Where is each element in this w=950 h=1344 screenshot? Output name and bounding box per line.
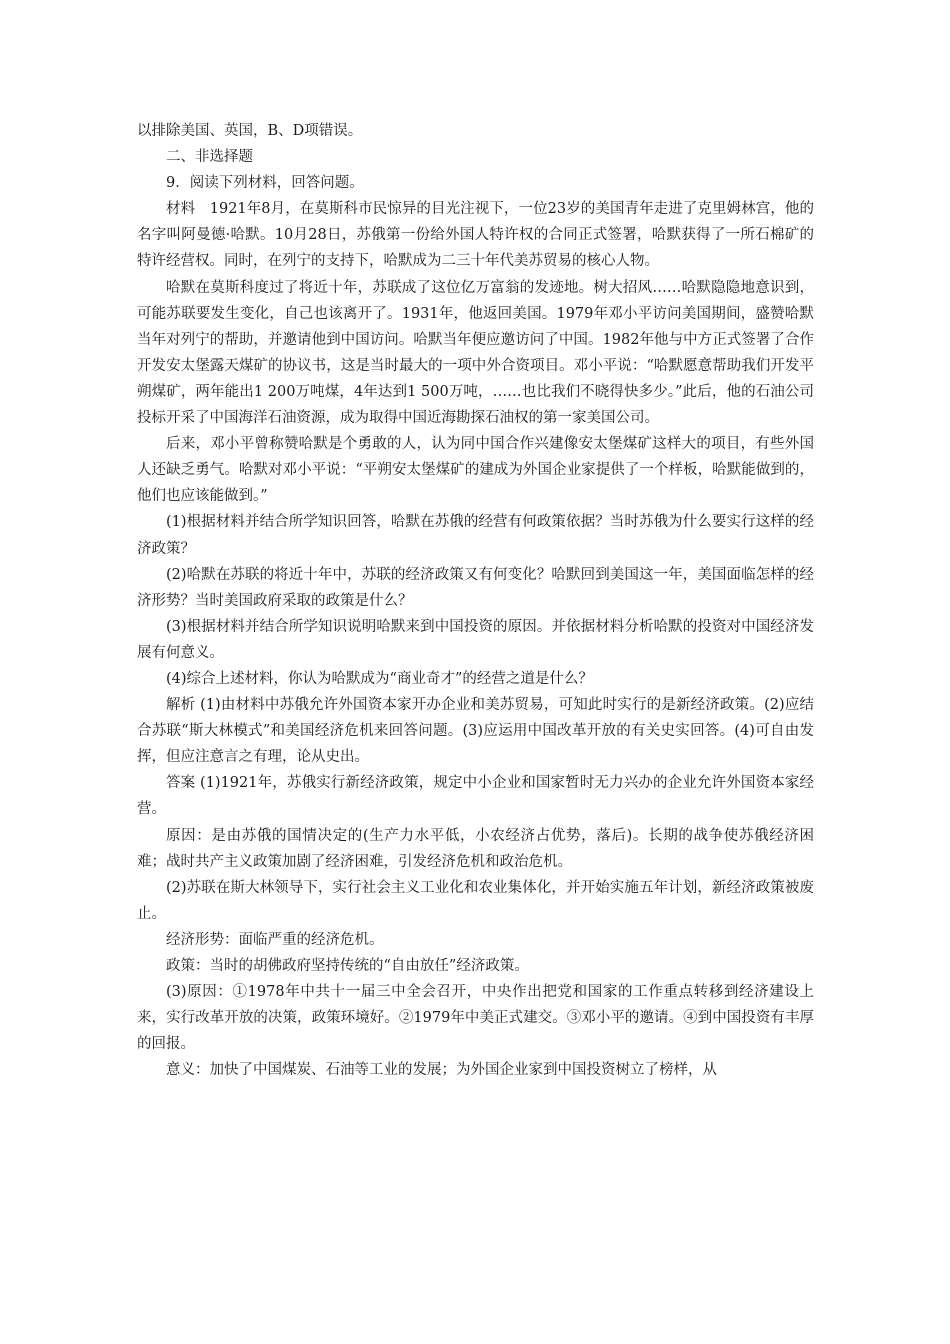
answer-2: (2)苏联在斯大林领导下，实行社会主义工业化和农业集体化，并开始实施五年计划，新经济政策被废止。 [137, 879, 814, 922]
question-prompt: 9．阅读下列材料，回答问题。 [166, 175, 364, 192]
answer-2-policy: 政策：当时的胡佛政府坚持传统的“自由放任”经济政策。 [166, 958, 529, 974]
answer-2-situation: 经济形势：面临严重的经济危机。 [166, 931, 384, 948]
section-heading: 二、非选择题 [166, 149, 253, 166]
paragraph-continuation: 以排除美国、英国，B、D项错误。 [137, 123, 363, 139]
answer-3-significance: 意义：加快了中国煤炭、石油等工业的发展；为外国企业家到中国投资树立了榜样，从 [166, 1062, 717, 1079]
question-2: (2)哈默在苏联的将近十年中，苏联的经济政策又有何变化？哈默回到美国这一年，美国面临怎样的经济形势？当时美国政府采取的政策是什么？ [137, 566, 814, 609]
question-1: (1)根据材料并结合所学知识回答，哈默在苏俄的经营有何政策依据？当时苏俄为什么要实行这样的经济政策？ [137, 514, 814, 557]
material-paragraph-2: 哈默在莫斯科度过了将近十年，苏联成了这位亿万富翁的发迹地。树大招风……哈默隐隐地意识到，可能苏联要发生变化，自己也该离开了。1931年，他返回美国。1979年邓小平访问美国期间，盛赞哈默当年对列宁的帮助，并邀请他到中国访问。哈默当年便应邀访问了中国。1982年他与中方正式签署了合作开发安太堡露天煤矿的协议书，这是当时最大的一项中外合资项目。邓小平说：“哈默愿意帮助我们开发平朔煤矿，两年能出1 200万吨煤，4年达到1 500万吨，……也比我们不晓得快多少。”此后，他的石油公司投标开采了中国海洋石油资源，成为取得中国近海勘探石油权的第一家美国公司。 [137, 279, 814, 427]
material-paragraph-1: 材料 1921年8月，在莫斯科市民惊异的目光注视下，一位23岁的美国青年走进了克里姆林宫，他的名字叫阿曼德·哈默。10月28日，苏俄第一份给外国人特许权的合同正式签署，哈默获得了一所石棉矿的特许经营权。同时，在列宁的支持下，哈默成为二三十年代美苏贸易的核心人物。 [137, 201, 814, 270]
answer-3-reason: (3)原因：①1978年中共十一届三中全会召开，中央作出把党和国家的工作重点转移到经济建设上来，实行改革开放的决策，政策环境好。②1979年中美正式建交。③邓小平的邀请。④到中国投资有丰厚的回报。 [137, 984, 814, 1053]
material-paragraph-3: 后来，邓小平曾称赞哈默是个勇敢的人，认为同中国合作兴建像安太堡煤矿这样大的项目，有些外国人还缺乏勇气。哈默对邓小平说：“平朔安太堡煤矿的建成为外国企业家提供了一个样板，哈默能做到的，他们也应该能做到。” [137, 436, 814, 505]
answer-1-reason: 原因：是由苏俄的国情决定的(生产力水平低，小农经济占优势，落后)。长期的战争使苏俄经济困难；战时共产主义政策加剧了经济困难，引发经济危机和政治危机。 [137, 827, 814, 870]
analysis-paragraph: 解析 (1)由材料中苏俄允许外国资本家开办企业和美苏贸易，可知此时实行的是新经济政策。(2)应结合苏联“斯大林模式”和美国经济危机来回答问题。(3)应运用中国改革开放的有关史实回答。(4)可自由发挥，但应注意言之有理，论从史出。 [137, 697, 814, 766]
document-page [137, 118, 814, 1083]
question-3: (3)根据材料并结合所学知识说明哈默来到中国投资的原因。并依据材料分析哈默的投资对中国经济发展有何意义。 [137, 618, 814, 661]
question-4: (4)综合上述材料，你认为哈默成为“商业奇才”的经营之道是什么？ [166, 670, 593, 687]
answer-1: 答案 (1)1921年，苏俄实行新经济政策，规定中小企业和国家暂时无力兴办的企业允许外国资本家经营。 [137, 775, 814, 818]
